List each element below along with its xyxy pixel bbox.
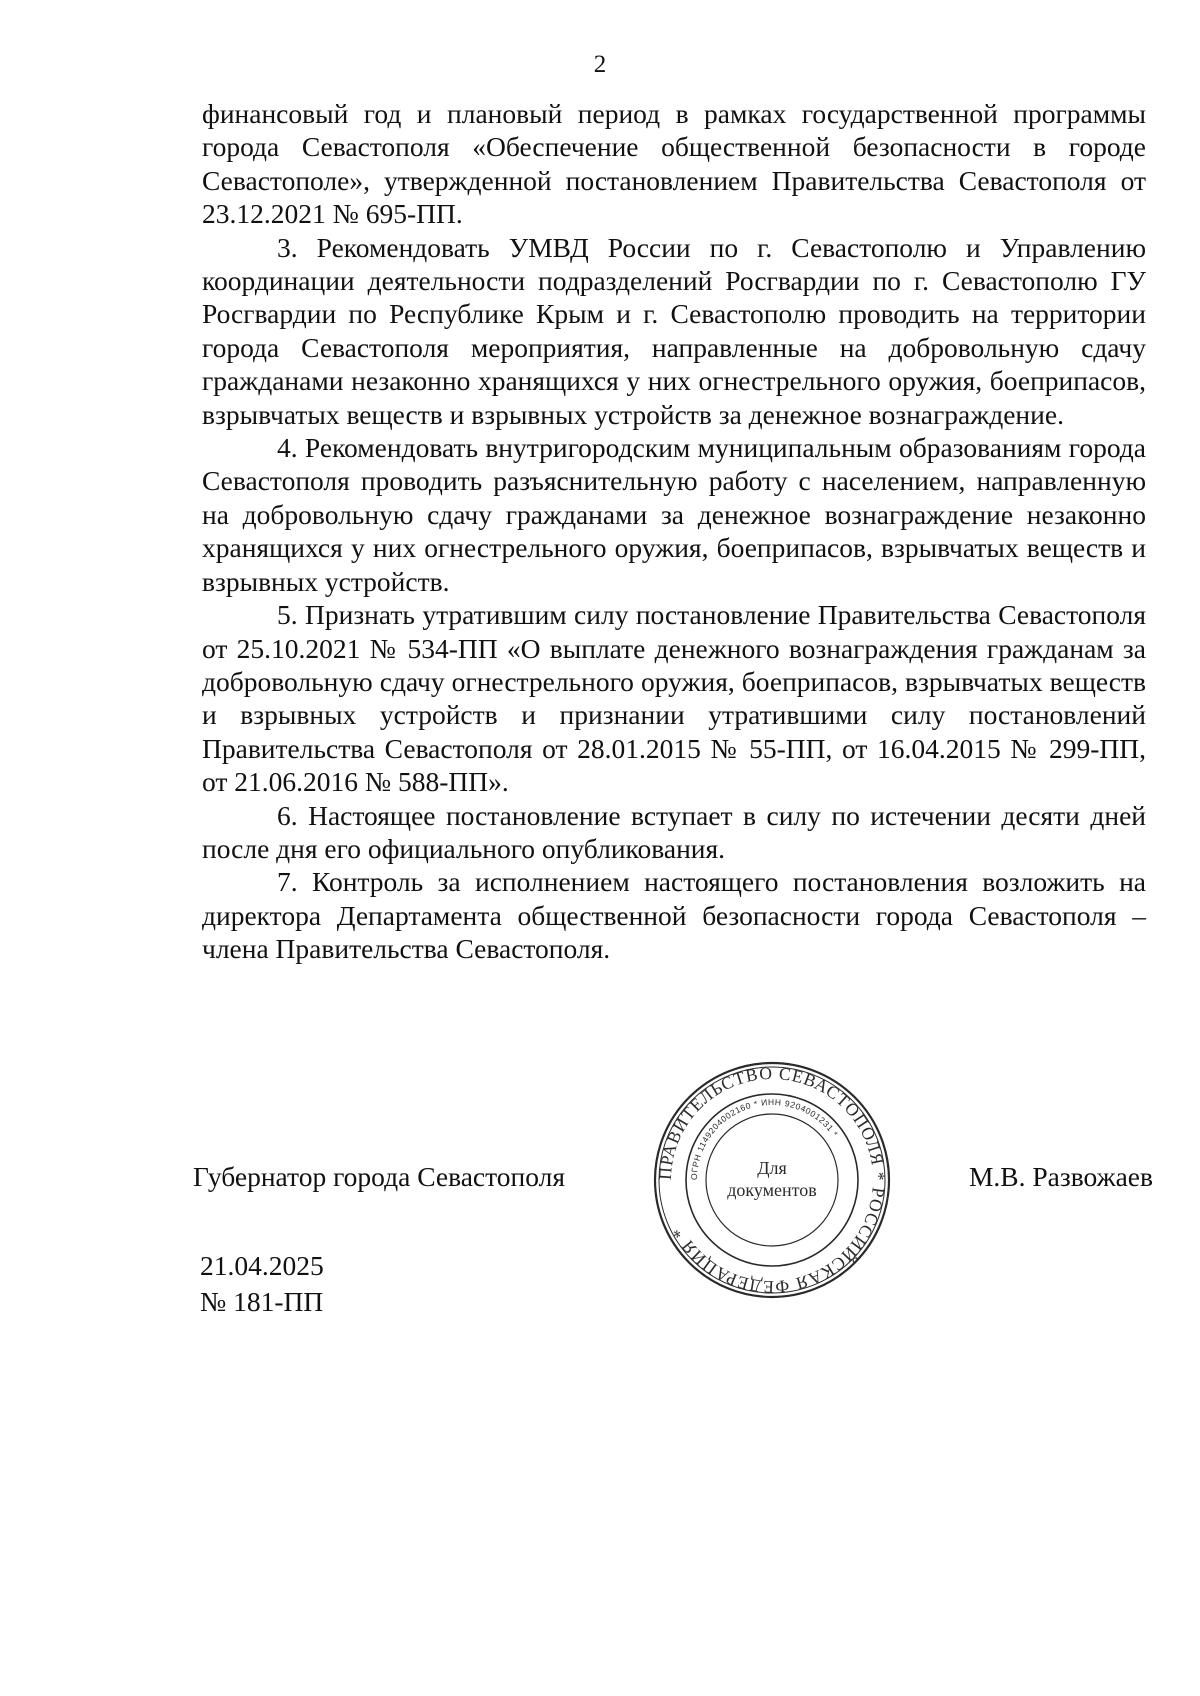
signatory-title: Губернатор города Севастополя [193,1161,565,1192]
seal-inner-text: ОГРН 1149204002160 * ИНН 9204001231 * [688,1096,841,1181]
document-meta [200,1248,324,1320]
paragraph-item-6: 6. Настоящее постановление вступает в силу по истечении десяти дней после дня его официального опубликования. [202,799,1146,864]
paragraph-item-3: 3. Рекомендовать УМВД России по г. Севастополю и Управлению координации деятельности подразделений Росгвардии по г. Севастополю ГУ Росгвардии по Республике Крым и г. Севастополю проводить на территории города Севастополя мероприятия, направленные на добровольную сдачу гражданами незаконно хранящихся у них огнестрельного оружия, боеприпасов, взрывчатых веществ и взрывных устройств за денежное вознаграждение. [202,231,1146,430]
signatory-name: М.В. Развожаев [968,1161,1153,1192]
official-seal [652,1060,892,1300]
page-number: 2 [593,51,607,78]
document-date: 21.04.2025 [200,1250,324,1281]
paragraph-item-4: 4. Рекомендовать внутригородским муниципальным образованиям города Севастополя проводить разъяснительную работу с населением, направленную на добровольную сдачу гражданами за денежное вознаграждение незаконно хранящихся у них огнестрельного оружия, боеприпасов, взрывчатых веществ и взрывных устройств. [202,432,1146,597]
document-body [202,97,1146,966]
seal-outer-text: ПРАВИТЕЛЬСТВО СЕВАСТОПОЛЯ * РОССИЙСКАЯ ФЕДЕРАЦИЯ * [654,1062,890,1298]
paragraph-item-7: 7. Контроль за исполнением настоящего постановления возложить на директора Департамента общественной безопасности города Севастополя – члена Правительства Севастополя. [202,866,1146,965]
paragraph-continuation: финансовый год и плановый период в рамках государственной программы города Севастополя «Обеспечение общественной безопасности в городе Севастополе», утвержденной постановлением Правительства Севастополя от 23.12.2021 № 695-ПП. [202,98,1146,230]
seal-center-line-2: документов [727,1180,817,1200]
document-number: № 181-ПП [200,1286,324,1317]
seal-center-line-1: Для [757,1158,787,1178]
paragraph-item-5: 5. Признать утратившим силу постановление Правительства Севастополя от 25.10.2021 № 534-ПП «О выплате денежного вознаграждения гражданам за добровольную сдачу огнестрельного оружия, боеприпасов, взрывчатых веществ и взрывных устройств и признании утратившими силу постановлений Правительства Севастополя от 28.01.2015 № 55-ПП, от 16.04.2015 № 299-ПП, от 21.06.2016 № 588-ПП». [202,599,1146,798]
